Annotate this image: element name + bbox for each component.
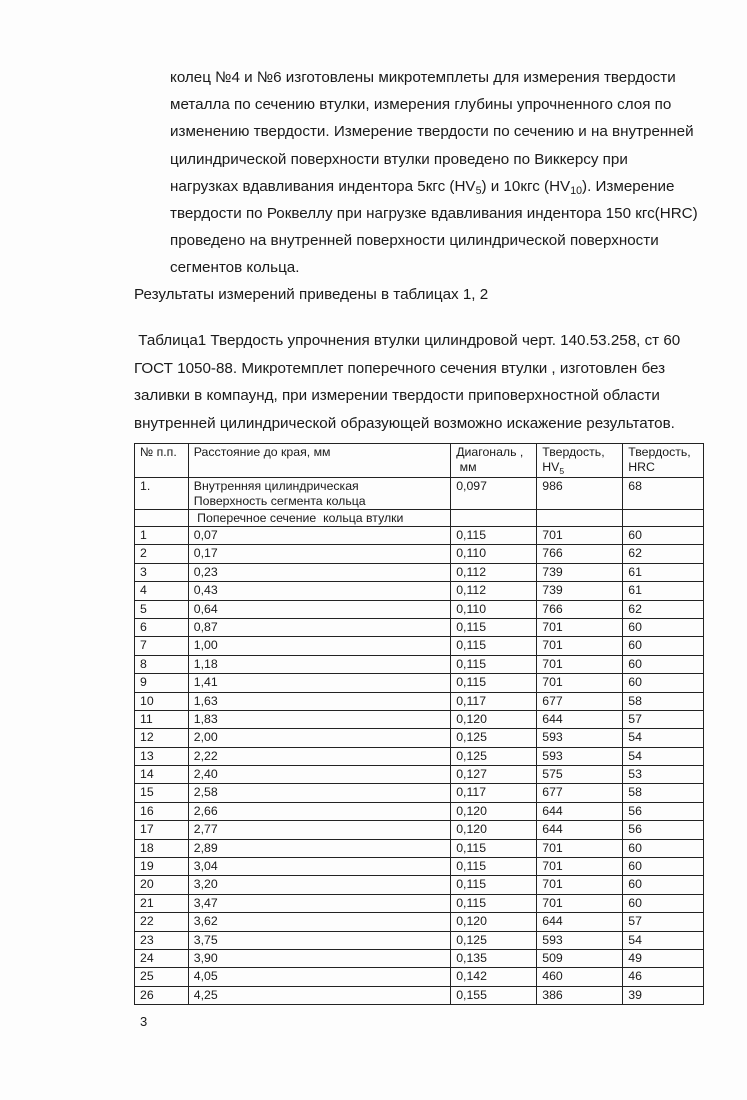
cell-distance: 3,47 — [188, 894, 450, 912]
cell-diagonal: 0,120 — [451, 821, 537, 839]
cell-hrc: 62 — [623, 600, 704, 618]
cell-hv: 701 — [537, 894, 623, 912]
paragraph-line: цилиндрической поверхности втулки проведено по Виккерсу при — [170, 150, 628, 168]
table-row — [135, 582, 704, 600]
cell-hrc: 60 — [623, 527, 704, 545]
cell-hv: 677 — [537, 692, 623, 710]
cell-hv: 701 — [537, 655, 623, 673]
table-row — [135, 729, 704, 747]
cell-hrc: 60 — [623, 876, 704, 894]
cell-hrc: 53 — [623, 766, 704, 784]
cell-empty — [135, 510, 189, 527]
cell-diagonal: 0,125 — [451, 931, 537, 949]
cell-hrc: 49 — [623, 949, 704, 967]
cell-num: 13 — [135, 747, 189, 765]
cell-hrc: 60 — [623, 894, 704, 912]
header-text: HV — [542, 460, 560, 474]
cell-num: 2 — [135, 545, 189, 563]
cell-diagonal: 0,097 — [451, 478, 537, 510]
cell-diagonal: 0,115 — [451, 876, 537, 894]
cell-hv: 460 — [537, 968, 623, 986]
cell-diagonal: 0,120 — [451, 710, 537, 728]
paragraph-line: металла по сечению втулки, измерения глубины упрочненного слоя по — [170, 96, 672, 114]
cell-distance: 1,83 — [188, 710, 450, 728]
table-row — [135, 600, 704, 618]
subscript: 5 — [559, 466, 565, 476]
header-distance: Расстояние до края, мм — [188, 444, 450, 478]
text-run: нагрузках вдавливания индентора 5кгс (HV — [170, 177, 476, 195]
cell-hrc: 58 — [623, 784, 704, 802]
cell-distance: 2,22 — [188, 747, 450, 765]
cell-num: 4 — [135, 582, 189, 600]
header-num: № п.п. — [135, 444, 189, 478]
cell-diagonal: 0,120 — [451, 802, 537, 820]
cell-hv: 701 — [537, 876, 623, 894]
caption-line: ГОСТ 1050-88. Микротемплет поперечного сечения втулки , изготовлен без — [134, 359, 666, 377]
text-run: ) и 10кгс (HV — [481, 177, 571, 195]
table-row — [135, 986, 704, 1004]
table-row — [135, 527, 704, 545]
cell-empty — [451, 510, 537, 527]
cell-distance: 1,18 — [188, 655, 450, 673]
header-text: Диагональ , — [456, 445, 524, 459]
cell-hrc: 60 — [623, 655, 704, 673]
cell-distance: 2,89 — [188, 839, 450, 857]
paragraph-line: колец №4 и №6 изготовлены микротемплеты для измерения твердости — [170, 69, 676, 86]
cell-distance: 4,25 — [188, 986, 450, 1004]
cell-hrc: 62 — [623, 545, 704, 563]
cell-num: 7 — [135, 637, 189, 655]
cell-empty — [623, 510, 704, 527]
table-row — [135, 674, 704, 692]
cell-hv: 644 — [537, 821, 623, 839]
cell-diagonal: 0,142 — [451, 968, 537, 986]
cell-hv: 701 — [537, 618, 623, 636]
cell-distance: 0,64 — [188, 600, 450, 618]
cell-hv: 509 — [537, 949, 623, 967]
cell-hv: 575 — [537, 766, 623, 784]
table-caption — [134, 327, 680, 437]
cell-hrc: 61 — [623, 582, 704, 600]
table-row — [135, 931, 704, 949]
cell-diagonal: 0,115 — [451, 894, 537, 912]
cell-diagonal: 0,115 — [451, 527, 537, 545]
table-row — [135, 655, 704, 673]
cell-hv: 766 — [537, 545, 623, 563]
cell-diagonal: 0,125 — [451, 729, 537, 747]
results-statement: Результаты измерений приведены в таблицах 1, 2 — [134, 286, 489, 303]
table-row — [135, 913, 704, 931]
cell-diagonal: 0,110 — [451, 600, 537, 618]
header-hv — [537, 444, 623, 478]
cell-distance: 1,41 — [188, 674, 450, 692]
cell-hrc: 57 — [623, 913, 704, 931]
cell-num: 6 — [135, 618, 189, 636]
cell-hv: 644 — [537, 802, 623, 820]
table-row — [135, 968, 704, 986]
header-text: Твердость, — [542, 445, 605, 459]
cell-hrc: 56 — [623, 802, 704, 820]
cell-num: 1 — [135, 527, 189, 545]
cell-diagonal: 0,115 — [451, 637, 537, 655]
cell-hv: 701 — [537, 858, 623, 876]
caption-line: внутренней цилиндрической образующей возможно искажение результатов. — [134, 414, 675, 432]
cell-hrc: 54 — [623, 729, 704, 747]
caption-line: Таблица1 Твердость упрочнения втулки цилиндровой черт. 140.53.258, ст 60 — [134, 332, 681, 349]
table-row — [135, 784, 704, 802]
cell-diagonal: 0,155 — [451, 986, 537, 1004]
cell-diagonal: 0,115 — [451, 655, 537, 673]
cell-num: 24 — [135, 949, 189, 967]
cell-distance: 2,00 — [188, 729, 450, 747]
table-row — [135, 894, 704, 912]
cell-num: 5 — [135, 600, 189, 618]
cell-distance: 1,63 — [188, 692, 450, 710]
table-row — [135, 710, 704, 728]
table-row — [135, 747, 704, 765]
cell-num: 11 — [135, 710, 189, 728]
cell-hrc: 46 — [623, 968, 704, 986]
cell-distance: 4,05 — [188, 968, 450, 986]
cell-hv: 593 — [537, 729, 623, 747]
cell-empty — [537, 510, 623, 527]
cell-num: 16 — [135, 802, 189, 820]
cell-num: 15 — [135, 784, 189, 802]
cell-distance: 1,00 — [188, 637, 450, 655]
cell-diagonal: 0,115 — [451, 839, 537, 857]
cell-hrc: 60 — [623, 839, 704, 857]
table-row — [135, 692, 704, 710]
cell-num: 14 — [135, 766, 189, 784]
cell-distance: 2,77 — [188, 821, 450, 839]
cell-hv: 739 — [537, 582, 623, 600]
cell-hrc: 68 — [623, 478, 704, 510]
section-label-row — [135, 510, 704, 527]
cell-distance: 0,23 — [188, 563, 450, 581]
cell-hv: 701 — [537, 674, 623, 692]
table-header-row — [135, 444, 704, 478]
paragraph-line: проведено на внутренней поверхности цилиндрической поверхности — [170, 232, 659, 250]
cell-hv: 701 — [537, 637, 623, 655]
cell-hv: 766 — [537, 600, 623, 618]
section-label: Поперечное сечение кольца втулки — [188, 510, 450, 527]
table-row — [135, 563, 704, 581]
cell-hv: 701 — [537, 839, 623, 857]
cell-num: 21 — [135, 894, 189, 912]
cell-distance: 2,40 — [188, 766, 450, 784]
page-number: 3 — [140, 1014, 148, 1029]
cell-hrc: 60 — [623, 618, 704, 636]
cell-hv: 986 — [537, 478, 623, 510]
cell-hrc: 60 — [623, 637, 704, 655]
table-row — [135, 839, 704, 857]
cell-num: 3 — [135, 563, 189, 581]
table-row — [135, 545, 704, 563]
cell-hrc: 54 — [623, 931, 704, 949]
cell-distance: 3,04 — [188, 858, 450, 876]
cell-hv: 701 — [537, 527, 623, 545]
cell-text: Внутренняя цилиндрическая — [193, 479, 359, 493]
cell-hrc: 54 — [623, 747, 704, 765]
cell-diagonal: 0,115 — [451, 618, 537, 636]
cell-diagonal: 0,117 — [451, 692, 537, 710]
table-row — [135, 637, 704, 655]
intro-paragraph — [170, 64, 747, 282]
table-row — [135, 766, 704, 784]
cell-num: 23 — [135, 931, 189, 949]
cell-hv: 677 — [537, 784, 623, 802]
table-row — [135, 821, 704, 839]
cell-distance: 3,20 — [188, 876, 450, 894]
cell-distance: 3,62 — [188, 913, 450, 931]
cell-diagonal: 0,115 — [451, 858, 537, 876]
paragraph-line: твердости по Роквеллу при нагрузке вдавливания индентора 150 кгс(HRC) — [170, 205, 698, 223]
cell-num: 10 — [135, 692, 189, 710]
cell-diagonal: 0,112 — [451, 582, 537, 600]
header-text: мм — [456, 460, 477, 474]
cell-hrc: 58 — [623, 692, 704, 710]
cell-distance: 0,17 — [188, 545, 450, 563]
cell-hrc: 57 — [623, 710, 704, 728]
cell-distance: 3,90 — [188, 949, 450, 967]
cell-description — [188, 478, 450, 510]
cell-diagonal: 0,115 — [451, 674, 537, 692]
subscript: 10 — [570, 184, 583, 197]
header-text: HRC — [628, 460, 655, 474]
cell-num: 17 — [135, 821, 189, 839]
cell-num: 25 — [135, 968, 189, 986]
cell-hv: 593 — [537, 931, 623, 949]
cell-distance: 2,58 — [188, 784, 450, 802]
cell-hv: 386 — [537, 986, 623, 1004]
cell-distance: 0,07 — [188, 527, 450, 545]
cell-num: 20 — [135, 876, 189, 894]
cell-num: 1. — [135, 478, 189, 510]
cell-diagonal: 0,120 — [451, 913, 537, 931]
cell-diagonal: 0,110 — [451, 545, 537, 563]
header-diagonal — [451, 444, 537, 478]
cell-diagonal: 0,117 — [451, 784, 537, 802]
caption-line: заливки в компаунд, при измерении твердости приповерхностной области — [134, 387, 660, 404]
paragraph-line — [170, 173, 747, 200]
cell-distance: 2,66 — [188, 802, 450, 820]
subscript: 5 — [475, 184, 482, 197]
cell-num: 19 — [135, 858, 189, 876]
cell-diagonal: 0,135 — [451, 949, 537, 967]
cell-diagonal: 0,112 — [451, 563, 537, 581]
table-row — [135, 949, 704, 967]
cell-hrc: 60 — [623, 674, 704, 692]
cell-distance: 0,43 — [188, 582, 450, 600]
surface-row — [135, 478, 704, 510]
cell-num: 12 — [135, 729, 189, 747]
table-row — [135, 802, 704, 820]
table-row — [135, 618, 704, 636]
cell-diagonal: 0,125 — [451, 747, 537, 765]
cell-num: 22 — [135, 913, 189, 931]
cell-text: Поверхность сегмента кольца — [193, 494, 366, 508]
cell-distance: 3,75 — [188, 931, 450, 949]
cell-num: 18 — [135, 839, 189, 857]
paragraph-line: изменению твердости. Измерение твердости по сечению и на внутренней — [170, 123, 694, 141]
cell-hv: 739 — [537, 563, 623, 581]
header-text: Твердость, — [628, 445, 691, 459]
cell-hrc: 39 — [623, 986, 704, 1004]
paragraph-line: сегментов кольца. — [170, 259, 300, 277]
cell-diagonal: 0,127 — [451, 766, 537, 784]
cell-hrc: 61 — [623, 563, 704, 581]
text-run: ). Измерение — [582, 177, 675, 195]
table-row — [135, 858, 704, 876]
cell-hv: 644 — [537, 710, 623, 728]
cell-num: 26 — [135, 986, 189, 1004]
cell-hv: 644 — [537, 913, 623, 931]
cell-hrc: 56 — [623, 821, 704, 839]
cell-num: 9 — [135, 674, 189, 692]
cell-hv: 593 — [537, 747, 623, 765]
cell-num: 8 — [135, 655, 189, 673]
hardness-table — [134, 443, 704, 1005]
cell-distance: 0,87 — [188, 618, 450, 636]
cell-hrc: 60 — [623, 858, 704, 876]
table-row — [135, 876, 704, 894]
header-hrc — [623, 444, 704, 478]
